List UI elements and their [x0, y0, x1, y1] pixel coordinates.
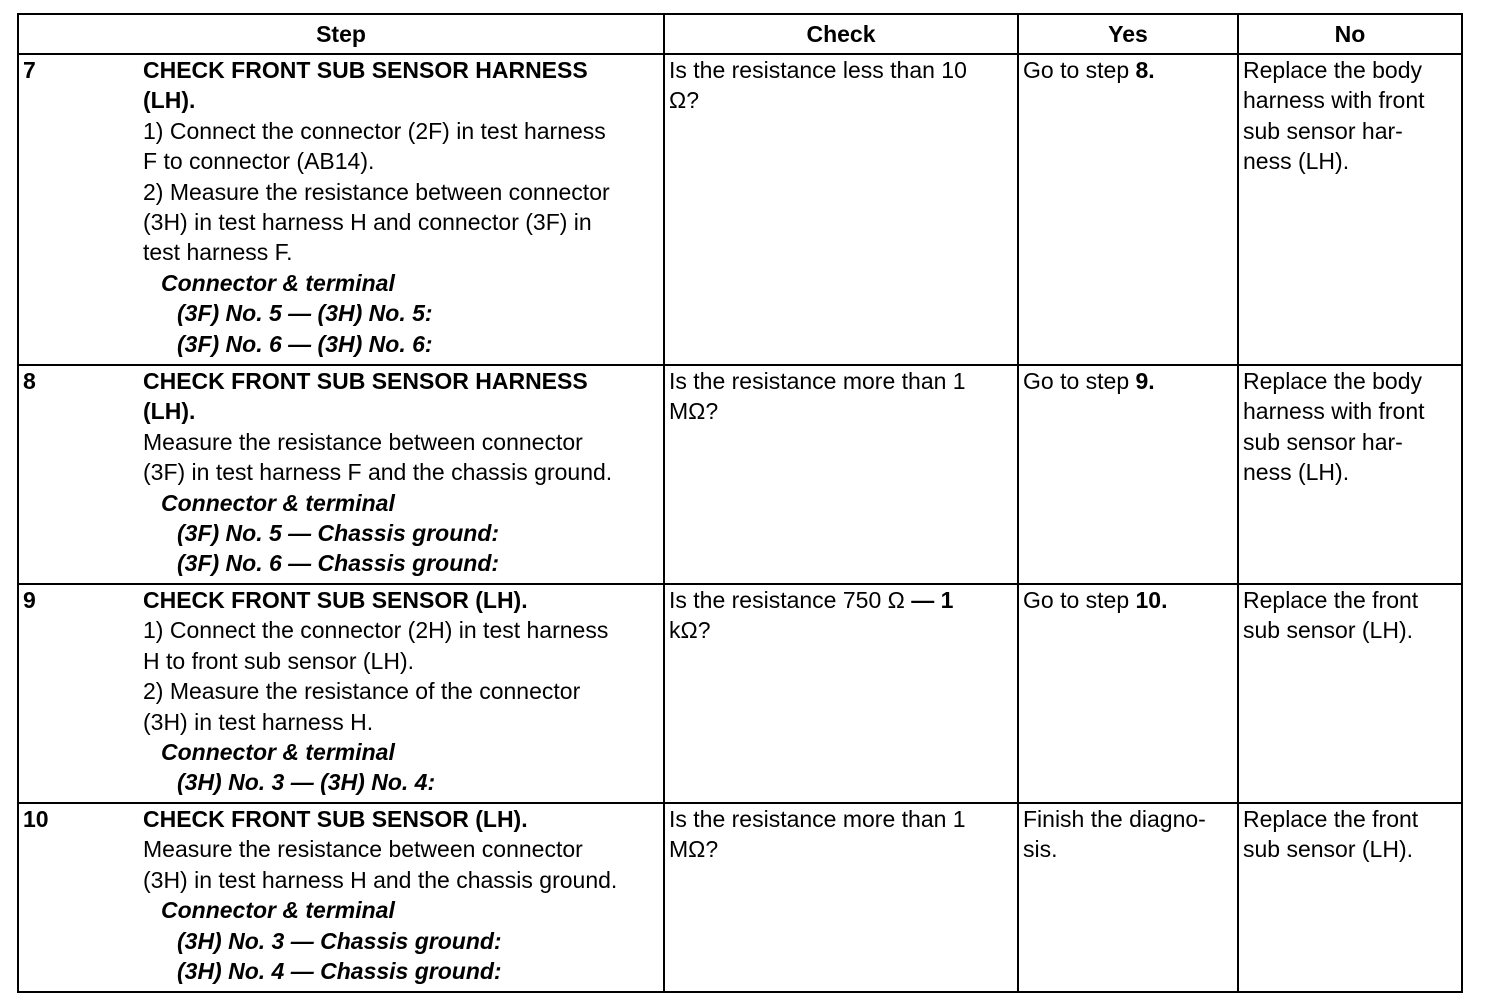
check-text: Is the resistance less than 10 — [669, 57, 967, 83]
no-text: sub sensor har- — [1243, 428, 1403, 455]
check-text: MΩ? — [669, 398, 719, 425]
yes-text: Go to step — [1023, 57, 1136, 83]
yes-text: sis. — [1023, 836, 1058, 863]
no-cell — [1238, 584, 1462, 803]
step-text: (3H) in test harness H and the chassis ground. — [143, 866, 618, 893]
step-cell — [18, 803, 664, 992]
terminal-spec: (3H) No. 3 — (3H) No. 4: — [177, 769, 436, 796]
check-cell — [664, 54, 1018, 365]
step-text: 2) Measure the resistance of the connector — [143, 678, 581, 705]
check-text: Is the resistance more than 1 — [669, 806, 966, 832]
terminal-spec: (3H) No. 3 — Chassis ground: — [177, 927, 502, 954]
table-row — [18, 365, 1462, 584]
step-number: 8 — [23, 368, 36, 394]
connector-terminal-heading: Connector & terminal — [161, 269, 395, 296]
check-text — [669, 585, 1013, 615]
yes-cell — [1018, 584, 1238, 803]
terminal-spec: (3F) No. 5 — Chassis ground: — [177, 520, 500, 547]
check-text: MΩ? — [669, 836, 719, 863]
check-text: Ω? — [669, 87, 699, 114]
no-text: sub sensor (LH). — [1243, 617, 1414, 644]
step-text: 1) Connect the connector (2H) in test harness — [143, 617, 609, 644]
step-body — [143, 55, 663, 359]
no-text: ness (LH). — [1243, 148, 1350, 175]
header-step: Step — [18, 14, 664, 54]
yes-step-link: 10. — [1135, 587, 1168, 613]
step-body — [143, 585, 663, 798]
header-row — [18, 14, 1462, 54]
yes-cell — [1018, 54, 1238, 365]
check-text: kΩ? — [669, 617, 711, 644]
no-text: sub sensor (LH). — [1243, 836, 1414, 863]
step-text: H to front sub sensor (LH). — [143, 647, 414, 674]
no-cell — [1238, 54, 1462, 365]
no-text: Replace the body — [1243, 368, 1423, 394]
table-row — [18, 584, 1462, 803]
no-text: Replace the body — [1243, 57, 1423, 83]
step-number: 10 — [23, 806, 49, 832]
step-text: 1) Connect the connector (2F) in test harness — [143, 117, 606, 144]
step-body — [143, 366, 663, 579]
connector-terminal-heading: Connector & terminal — [161, 489, 395, 516]
step-cell — [18, 365, 664, 584]
yes-step-link: 9. — [1135, 368, 1155, 394]
terminal-spec: (3F) No. 6 — (3H) No. 6: — [177, 330, 433, 357]
no-text: harness with front — [1243, 87, 1425, 114]
check-text-bold: — 1 — [911, 587, 954, 613]
no-cell — [1238, 365, 1462, 584]
step-number: 7 — [23, 57, 36, 83]
check-cell — [664, 584, 1018, 803]
step-body — [143, 804, 663, 986]
step-title: CHECK FRONT SUB SENSOR HARNESS — [143, 368, 588, 394]
step-text: Measure the resistance between connector — [143, 428, 583, 455]
no-text: Replace the front — [1243, 806, 1419, 832]
table-row — [18, 803, 1462, 992]
check-cell — [664, 803, 1018, 992]
step-title-cont: (LH). — [143, 87, 196, 114]
step-cell — [18, 54, 664, 365]
step-number: 9 — [23, 587, 36, 613]
yes-text: Go to step — [1023, 587, 1136, 613]
check-text-part: Is the resistance 750 Ω — [669, 587, 912, 613]
step-title-cont: (LH). — [143, 398, 196, 425]
yes-step-link: 8. — [1135, 57, 1155, 83]
yes-cell — [1018, 365, 1238, 584]
step-text: F to connector (AB14). — [143, 148, 375, 175]
check-text: Is the resistance more than 1 — [669, 368, 966, 394]
table-row — [18, 54, 1462, 365]
step-text: (3F) in test harness F and the chassis ground. — [143, 459, 613, 486]
step-text: 2) Measure the resistance between connector — [143, 178, 610, 205]
step-title: CHECK FRONT SUB SENSOR HARNESS — [143, 57, 588, 83]
no-text: sub sensor har- — [1243, 117, 1403, 144]
step-text: Measure the resistance between connector — [143, 836, 583, 863]
step-text: (3H) in test harness H. — [143, 708, 374, 735]
step-title: CHECK FRONT SUB SENSOR (LH). — [143, 806, 528, 832]
step-title: CHECK FRONT SUB SENSOR (LH). — [143, 587, 528, 613]
step-text: test harness F. — [143, 239, 293, 266]
terminal-spec: (3H) No. 4 — Chassis ground: — [177, 958, 502, 985]
terminal-spec: (3F) No. 5 — (3H) No. 5: — [177, 300, 433, 327]
no-text: ness (LH). — [1243, 459, 1350, 486]
no-text: harness with front — [1243, 398, 1425, 425]
yes-text: Finish the diagno- — [1023, 806, 1206, 832]
header-no: No — [1238, 14, 1462, 54]
diagnosis-table — [17, 13, 1463, 993]
connector-terminal-heading: Connector & terminal — [161, 739, 395, 766]
yes-text: Go to step — [1023, 368, 1136, 394]
header-check: Check — [664, 14, 1018, 54]
yes-cell — [1018, 803, 1238, 992]
terminal-spec: (3F) No. 6 — Chassis ground: — [177, 550, 500, 577]
connector-terminal-heading: Connector & terminal — [161, 897, 395, 924]
step-text: (3H) in test harness H and connector (3F) in — [143, 209, 592, 236]
header-yes: Yes — [1018, 14, 1238, 54]
check-cell — [664, 365, 1018, 584]
no-cell — [1238, 803, 1462, 992]
step-cell — [18, 584, 664, 803]
no-text: Replace the front — [1243, 587, 1419, 613]
